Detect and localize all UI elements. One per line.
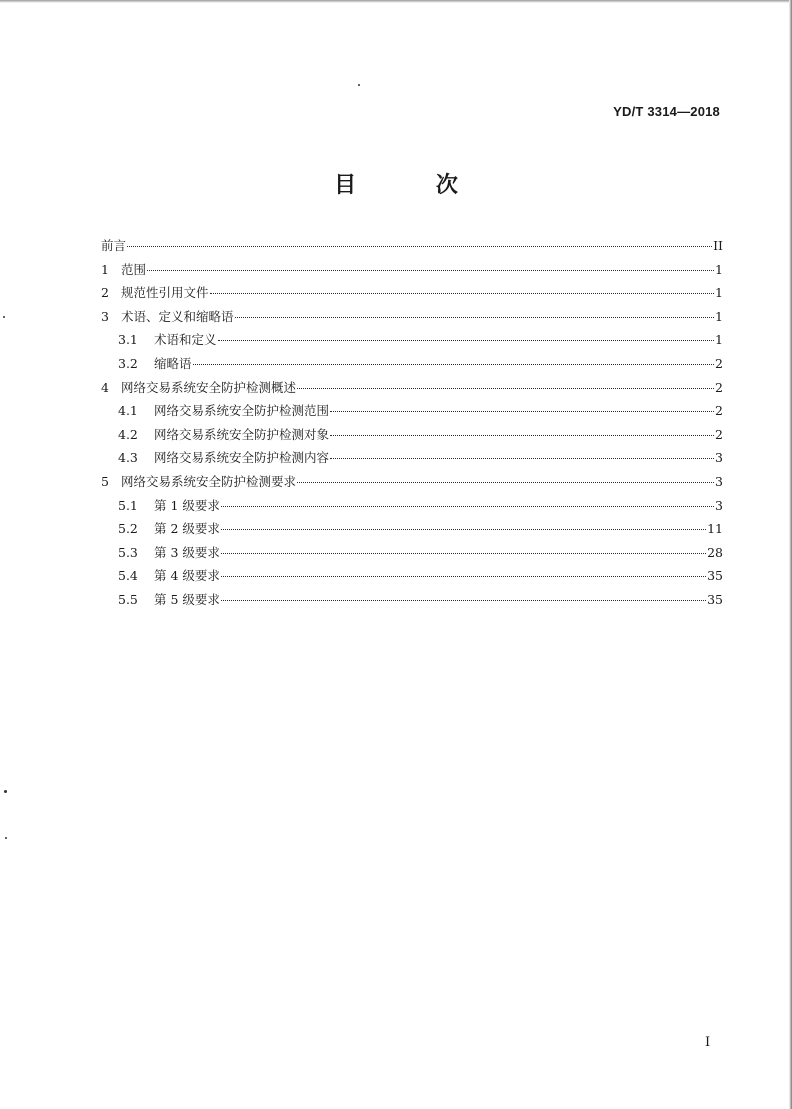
toc-entry[interactable] [101, 496, 723, 520]
toc-dot-leader [297, 388, 714, 389]
toc-entry-page: 2 [715, 403, 723, 419]
toc-entry-label: 网络交易系统安全防护检测概述 [121, 379, 297, 395]
toc-entry[interactable] [101, 566, 723, 590]
toc-entry-number: 3 [101, 308, 109, 324]
toc-entry[interactable] [101, 425, 723, 449]
toc-entry-label: 前言 [101, 238, 127, 253]
page-title: 目 次 [334, 173, 494, 198]
toc-entry[interactable] [101, 472, 723, 496]
scan-edge-top [0, 0, 792, 3]
toc-dot-leader [221, 576, 706, 577]
toc-dot-leader [221, 506, 714, 507]
toc-dot-leader [127, 246, 712, 247]
toc-entry-number: 3.2 [118, 355, 138, 371]
toc-entry[interactable] [101, 378, 723, 402]
toc-dot-leader [221, 529, 706, 530]
toc-dot-leader [218, 340, 715, 341]
toc-dot-leader [297, 482, 714, 483]
toc-entry-number: 5.5 [118, 591, 138, 607]
toc-dot-leader [210, 293, 715, 294]
toc-entry-page: 11 [707, 521, 723, 537]
toc-entry-page: 3 [715, 473, 723, 489]
toc-entry-page: 1 [715, 285, 723, 301]
toc-entry-number: 4 [101, 379, 109, 395]
toc-entry-page: 35 [707, 591, 723, 607]
toc-entry-number: 2 [101, 285, 109, 301]
toc-dot-leader [235, 317, 715, 318]
toc-entry-page: 1 [715, 261, 723, 277]
toc-entry-page: 28 [707, 544, 723, 560]
toc-entry-page: 2 [715, 355, 723, 371]
page-number: I [705, 1035, 711, 1050]
toc-entry-page: 3 [715, 450, 723, 466]
scan-speck [3, 316, 5, 318]
toc-entry[interactable] [101, 354, 723, 378]
toc-entry-label: 网络交易系统安全防护检测内容 [154, 450, 330, 466]
toc-entry-number: 5.1 [118, 497, 138, 513]
toc-dot-leader [221, 600, 706, 601]
scan-speck [5, 837, 7, 839]
toc-entry-label: 网络交易系统安全防护检测要求 [121, 473, 297, 489]
toc-entry[interactable] [101, 260, 723, 284]
toc-dot-leader [221, 553, 706, 554]
toc-entry-number: 3.1 [118, 332, 138, 348]
toc-entry-label: 范围 [121, 261, 147, 277]
toc-entry[interactable] [101, 330, 723, 354]
table-of-contents [101, 236, 723, 614]
toc-entry-label: 网络交易系统安全防护检测范围 [154, 403, 330, 419]
toc-entry-page: 35 [707, 568, 723, 584]
toc-entry-page: 2 [715, 379, 723, 395]
toc-entry[interactable] [101, 590, 723, 614]
toc-entry-page: II [713, 238, 723, 253]
toc-entry-label: 规范性引用文件 [121, 285, 209, 301]
scan-speck [4, 790, 7, 793]
toc-entry-number: 4.3 [118, 450, 138, 466]
toc-entry[interactable] [101, 543, 723, 567]
toc-entry-label: 第 3 级要求 [154, 544, 220, 560]
toc-entry-number: 5.2 [118, 521, 138, 537]
toc-entry-number: 5.4 [118, 568, 138, 584]
toc-entry[interactable] [101, 401, 723, 425]
toc-entry-page: 1 [715, 332, 723, 348]
toc-entry-page: 2 [715, 426, 723, 442]
toc-entry-label: 网络交易系统安全防护检测对象 [154, 426, 330, 442]
document-code: YD/T 3314—2018 [613, 104, 720, 119]
scan-speck [358, 84, 360, 86]
toc-entry-page: 1 [715, 308, 723, 324]
toc-entry[interactable] [101, 448, 723, 472]
toc-dot-leader [330, 411, 714, 412]
toc-entry-label: 第 4 级要求 [154, 568, 220, 584]
toc-dot-leader [193, 364, 715, 365]
toc-entry-label: 缩略语 [154, 355, 192, 371]
toc-entry[interactable] [101, 519, 723, 543]
toc-entry-number: 5.3 [118, 544, 138, 560]
toc-entry-page: 3 [715, 497, 723, 513]
toc-entry-number: 1 [101, 261, 109, 277]
toc-dot-leader [147, 270, 714, 271]
toc-entry[interactable] [101, 307, 723, 331]
toc-entry-number: 5 [101, 473, 109, 489]
toc-entry-label: 第 1 级要求 [154, 497, 220, 513]
toc-entry-label: 术语和定义 [154, 332, 217, 348]
toc-entry-label: 第 2 级要求 [154, 521, 220, 537]
toc-entry[interactable] [101, 283, 723, 307]
toc-entry-number: 4.2 [118, 426, 138, 442]
toc-entry-label: 第 5 级要求 [154, 591, 220, 607]
toc-entry[interactable] [101, 236, 723, 260]
toc-entry-label: 术语、定义和缩略语 [121, 308, 234, 324]
toc-entry-number: 4.1 [118, 403, 138, 419]
toc-dot-leader [330, 435, 714, 436]
toc-dot-leader [330, 458, 714, 459]
